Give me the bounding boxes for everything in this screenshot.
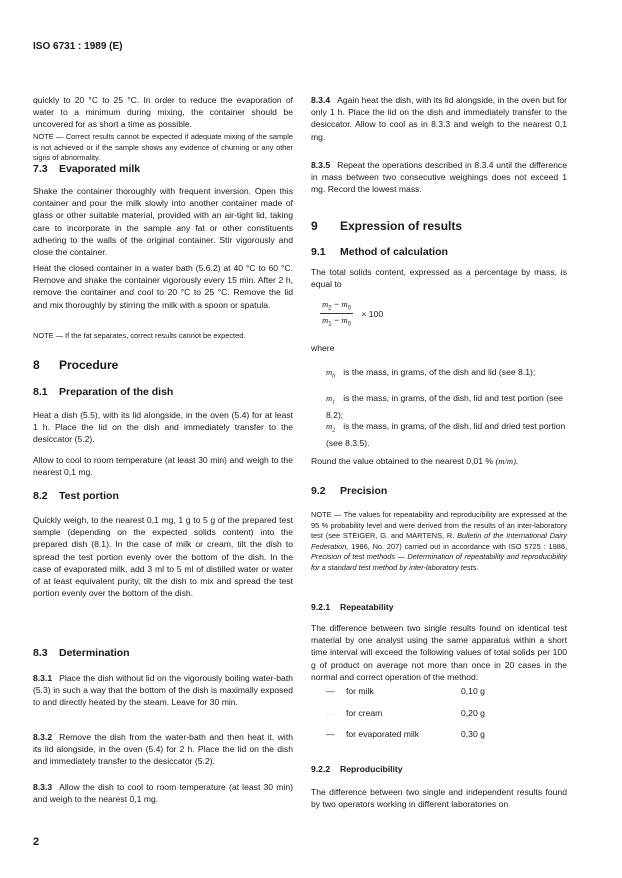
section-title: Procedure: [59, 358, 119, 372]
clause-text: Allow the dish to cool to room temperature (at least 30 min) and weigh to the nearest 0,1 mg.: [33, 782, 293, 805]
page-number: 2: [33, 836, 40, 848]
paragraph: Quickly weigh, to the nearest 0,1 mg, 1 g to 5 g of the prepared test sample (depending on the expected solids content) into the prepared dish (8.1). In the case of milk or cream, tilt the dish to spread the test portion evenly over the bottom of the dish. In the case of evaporated milk, add 3 ml to 5 ml of distilled water or water of at least equivalent purity, tilt the dish to mix and spread the test portion evenly over the bottom of the dish.: [33, 515, 293, 599]
numerator: $m_2 - m_0$: [322, 299, 351, 312]
clause-number: 8.3.5: [311, 160, 331, 170]
section-title: Reproducibility: [340, 764, 403, 774]
section-heading-9-2: [311, 485, 567, 497]
paragraph: Heat a dish (5.5), with its lid alongside, in the oven (5.4) for at least 1 h. Place the lid on the dish and immediately transfer to the desiccator (5.2).: [33, 410, 293, 445]
section-number: 9.1: [311, 246, 326, 258]
paragraph: The difference between two single results found on identical test material by one analyst using the same apparatus within a short time interval will exceed the following values of total solids per 100 g of product on average not more than once in 20 cases in the normal and correct operation of the method:: [311, 623, 567, 682]
section-heading-8-2: [33, 490, 293, 502]
paragraph: The total solids content, expressed as a percentage by mass, is equal to: [311, 267, 567, 290]
paragraph: where: [311, 343, 335, 353]
paragraph-8-3-2: [33, 731, 293, 768]
paragraph-8-3-5: [311, 159, 567, 196]
note: NOTE — The values for repeatability and reproducibility are expressed at the 95 % probability level and were derived from the results of an inter-laboratory test (see STEIGER, G. and MARTENS, R. Bulletin of the International Dairy Federation, 1986, No. 207) carried out in accordance with ISO 5725 : 1986, Precision of test methods — Determination of repeatability and reproducibility for a standard test method by inter-laboratory tests.: [311, 510, 567, 572]
section-title: Evaporated milk: [59, 163, 141, 175]
clause-text: Again heat the dish, with its lid alongside, in the oven but for only 1 h. Place the lid on the dish and immediately transfer to the desiccator. Allow to cool as in 8.3.3 and weigh to the nearest 0,1 mg.: [311, 95, 567, 142]
section-heading-9-2-2: [311, 764, 567, 774]
section-title: Method of calculation: [340, 246, 448, 258]
section-heading-8: [33, 358, 293, 372]
definition-m0: $m_0$ is the mass, in grams, of the dish and lid (see 8.1);: [326, 367, 536, 380]
clause-text: Place the dish without lid on the vigorously boiling water-bath (5.3) in such a way that the bottom of the dish is maximally exposed to and directly heated by the steam. Leave for 30 min.: [33, 673, 293, 708]
section-heading-9: [311, 219, 567, 233]
section-number: 7.3: [33, 163, 48, 175]
section-title: Determination: [59, 647, 130, 659]
section-number: 8: [33, 358, 40, 372]
multiplier: × 100: [361, 309, 384, 320]
section-number: 9.2.2: [311, 764, 331, 774]
clause-number: 8.3.1: [33, 673, 53, 683]
formula-fraction: [320, 298, 353, 328]
section-number: 9: [311, 219, 318, 233]
section-title: Test portion: [59, 490, 119, 502]
section-number: 8.2: [33, 490, 48, 502]
clause-text: Remove the dish from the water-bath and then heat it, with its lid alongside, in the oven (5.4) for 2 h. Place the lid on the dish and immediately transfer to the desiccator (5.2).: [33, 732, 293, 767]
denominator: $m_1 - m_0$: [322, 314, 351, 328]
paragraph: The difference between two single and independent results found by two operators working in different laboratories on: [311, 787, 567, 810]
section-heading-8-3: [33, 647, 293, 659]
definition-m2: $m_2$ is the mass, in grams, of the dish, lid and dried test portion (see 8.3.5).: [326, 421, 566, 448]
section-heading-9-2-1: [311, 602, 567, 612]
formula: [320, 298, 383, 328]
clause-number: 8.3.3: [33, 782, 53, 792]
list-item: — for cream 0,20 g: [326, 708, 485, 718]
section-number: 9.2.1: [311, 602, 331, 612]
note: NOTE — If the fat separates, correct results cannot be expected.: [33, 331, 246, 340]
section-number: 8.1: [33, 386, 48, 398]
section-heading-9-1: [311, 246, 567, 258]
paragraph-8-3-1: [33, 672, 293, 709]
section-title: Preparation of the dish: [59, 386, 174, 398]
paragraph: Allow to cool to room temperature (at least 30 min) and weigh to the nearest 0,1 mg.: [33, 455, 293, 478]
section-title: Repeatability: [340, 602, 394, 612]
paragraph: Heat the closed container in a water bath (5.6.2) at 40 °C to 60 °C. Remove and shake the container vigorously every 15 min. After 2 h, remove the container and cool to 20 °C to 25 °C. Remove the lid and mix thoroughly by stirring the milk with a spoon or spatula.: [33, 263, 293, 310]
paragraph: quickly to 20 °C to 25 °C. In order to reduce the evaporation of water to a minimum during mixing, the container should be uncovered for as short a time as possible.: [33, 95, 293, 130]
paragraph: Round the value obtained to the nearest 0,01 % (m/m).: [311, 456, 519, 466]
document-header: ISO 6731 : 1989 (E): [33, 41, 123, 52]
section-heading-8-1: [33, 386, 293, 398]
paragraph-8-3-4: [311, 94, 567, 143]
paragraph-8-3-3: [33, 781, 293, 805]
clause-number: 8.3.2: [33, 732, 53, 742]
paragraph: Shake the container thoroughly with frequent inversion. Open this container and pour the milk slowly into another container made of glass or other suitable material, provided with an air-tight lid, taking care to incorporate in the sample any fat or other constituents adhering to the walls of the original container. Stir vigorously and close the container.: [33, 186, 293, 258]
clause-number: 8.3.4: [311, 95, 331, 105]
list-item: — for milk 0,10 g: [326, 686, 485, 696]
section-title: Precision: [340, 485, 388, 497]
clause-text: Repeat the operations described in 8.3.4 until the difference in mass between two consecutive weighings does not exceed 1 mg. Record the lowest mass.: [311, 160, 567, 195]
list-item: — for evaporated milk 0,30 g: [326, 729, 485, 739]
section-number: 8.3: [33, 647, 48, 659]
section-title: Expression of results: [340, 219, 463, 233]
section-number: 9.2: [311, 485, 326, 497]
definition-m1: $m_1$ is the mass, in grams, of the dish, lid and test portion (see 8.2);: [326, 393, 563, 420]
note: NOTE — Correct results cannot be expected if adequate mixing of the sample is not achieved or if the sample shows any evidence of churning or any other signs of abnormality.: [33, 132, 293, 163]
section-heading-7-3: [33, 163, 293, 175]
